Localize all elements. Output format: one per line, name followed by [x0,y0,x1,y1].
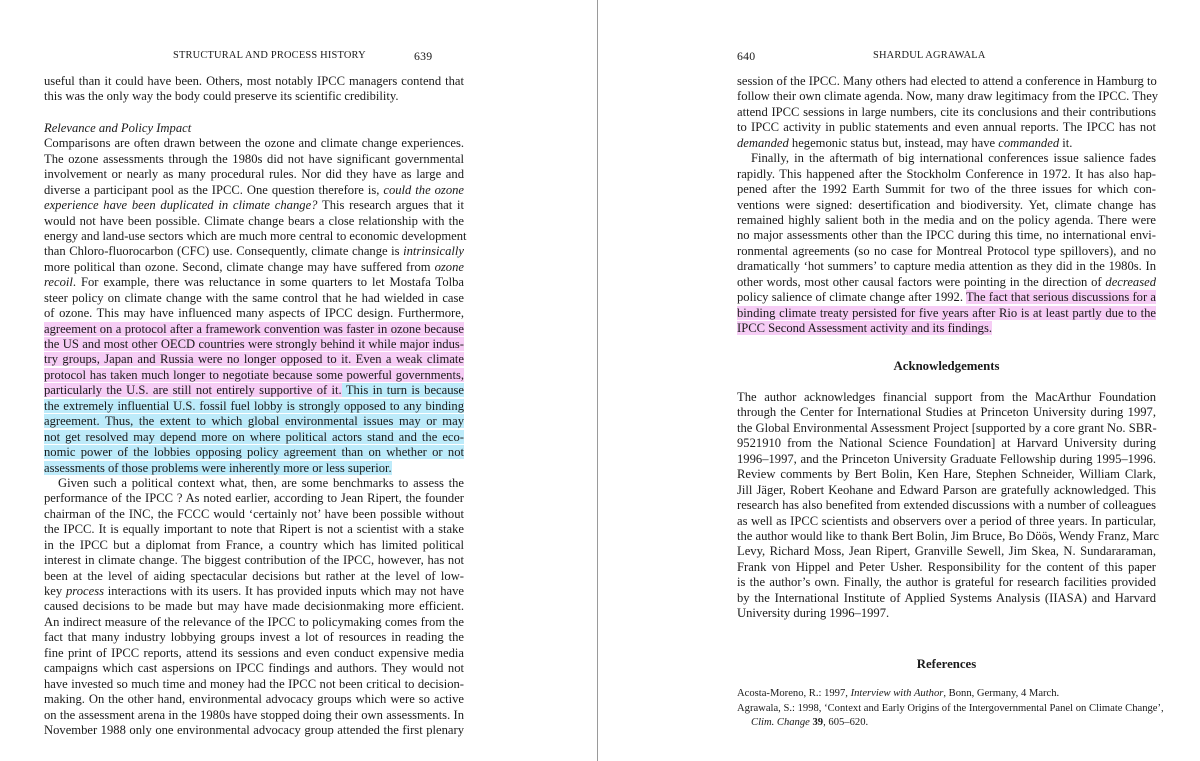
text-line: 9521910 from the National Science Foundation] at Harvard University during [737,436,1156,451]
text-line: this was the only way the body could preserve its scientific credibility. [44,89,399,104]
text-line: useful than it could have been. Others, most notably IPCC managers contend that [44,74,464,88]
text-line: Review comments by Bert Bolin, Ken Hare, Stephen Schneider, William Clark, [737,467,1156,482]
text-line: Comparisons are often drawn between the ozone and climate change experiences. [44,136,464,151]
text-line: to IPCC activity in public statements and even annual reports. The IPCC has not [737,120,1156,135]
text-line: session of the IPCC. Many others had elected to attend a conference in Hamburg to [737,74,1157,88]
text-line: been at the level of aiding spectacular decisions but rather at the level of low- [44,568,464,583]
text-line: by the International Institute of Applied Systems Analysis (IIASA) and Harvard [737,590,1156,605]
text-line: research has also benefited from extended discussions with a number of colleagues [737,498,1156,513]
text-line: than Chloro-fluorocarbon (CFC) use. Consequently, climate change is intrinsically [44,244,464,259]
text-line: interest in climate change. The biggest contribution of the IPCC, however, has not [44,553,464,568]
text-line: Finally, in the aftermath of big international conferences issue salience fades [751,151,1156,166]
text-line: diverse a participant pool as the IPCC. One question therefore is, could the ozone [44,182,465,197]
text-line: The ozone assessments through the 1980s did not have significant governmental [44,151,464,166]
text-line: more political than ozone. Second, climate change may have suffered from ozone [44,259,464,274]
text-line: Jill Jäger, Robert Keohane and Edward Parson are gratefully acknowledged. This [737,482,1156,497]
text-line: November 1988 only one environmental advocacy group attended the first plenary [44,722,464,737]
highlighted-text-pink: agreement on a protocol after a framework convention was faster in ozone because [44,321,464,336]
text-line: dramatically ‘hot summers’ to capture media attention as they did in the 1980s. In [737,259,1156,274]
text-line: campaigns which cast aspersions on IPCC findings and authors. They would not [44,661,464,676]
text-line: the IPCC. It is equally important to note that Ripert is not a scientist with a stake [44,522,464,537]
left-page [44,0,467,761]
text-line: is the author’s own. Finally, the author is grateful for research facilities provided [737,575,1156,590]
highlighted-text-blue: assessments of those problems were inherently more or less superior. [44,460,392,475]
page-gutter-divider [597,0,598,761]
text-line: Levy, Richard Moss, Jean Ripert, Granville Sewell, Jim Skea, N. Sundararaman, [737,544,1156,559]
highlighted-text-blue: This in turn is because [341,383,464,398]
text-line: demanded hegemonic status but, instead, may have commanded it. [737,135,1073,150]
acknowledgements-body [737,390,1159,622]
text-line: steer policy on climate change with the same control that he had wielded in case [44,290,464,305]
text-line: other words, most other causal factors were pointing in the direction of decreased [737,274,1156,289]
left-body [44,74,467,738]
text-line: Given such a political context what, then, are some benchmarks to assess the [58,475,464,490]
right-body [737,74,1159,336]
text-line: policy salience of climate change after 1992. The fact that serious discussions for a [737,290,1156,305]
text-line: on the assessment arena in the 1980s have stopped doing their own assessments. In [44,707,464,722]
text-line: fine print of IPCC reports, attend its sessions and even conduct expensive media [44,645,464,660]
highlighted-text-pink: protocol has taken much longer to negotiate because some powerful governments, [44,367,464,382]
text-line: experience have been duplicated in climate change? This research argues that it [44,198,464,213]
section-heading: Relevance and Policy Impact [44,120,192,135]
highlighted-text-pink: binding climate treaty persisted for five years after Rio is at least partly due to the [737,305,1156,320]
text-line: The author acknowledges financial support from the MacArthur Foundation [737,390,1156,404]
reference-entry: Acosta-Moreno, R.: 1997, Interview with Author, Bonn, Germany, 4 March. [737,688,1060,699]
text-line: attend IPCC sessions in large numbers, cite its conclusions and their contributions [737,104,1156,119]
references-list [737,687,1164,731]
text-line: as well as IPCC scientists and observers over a period of three years. In particular, [737,513,1156,528]
text-line: have invested so much time and money had the IPCC not been critical to decision- [44,676,464,691]
text-line: fact that many industry lobbying groups invest a lot of resources in reading the [44,630,464,645]
text-line: pened after the 1992 Earth Summit for two of the three issues for which con- [737,182,1156,197]
text-line: in the IPCC but a diplomat from France, a country which has limited political [44,537,464,552]
text-line: University during 1996–1997. [737,606,890,621]
acknowledgements-heading: Acknowledgements [893,359,1000,373]
text-line: through the Center for International Studies at Princeton University during 1997, [737,405,1156,420]
highlighted-text-pink: try groups, Japan and Russia were no longer opposed to it. Even a weak climate [44,352,464,367]
text-line: energy and land-use sectors which are much more central to economic development [44,228,467,243]
text-line: performance of the IPCC ? As noted earlier, according to Jean Ripert, the founder [44,491,464,506]
highlighted-text-blue: nomic power of the lobbies opposing policy agreement than on whether or not [44,445,464,460]
highlighted-text-pink: the US and most other OECD countries were strongly behind it while major indus- [44,337,464,351]
text-line: chairman of the INC, the FCCC would ‘certainly not’ have been possible without [44,506,464,521]
highlighted-text-pink: The fact that serious discussions for a [965,290,1156,305]
text-line: remained highly salient both in the media and on the policy agenda. There were [737,212,1156,227]
text-line: follow their own climate agenda. Now, many draw legitimacy from the IPCC. They [737,89,1159,104]
text-line: recoil. For example, there was reluctance in some quarters to let Mostafa Tolba [44,275,464,290]
reference-entry: Agrawala, S.: 1998, ‘Context and Early Origins of the Intergovernmental Panel on Climate Change’, [737,702,1164,714]
text-line: caused decisions to be made but may have made decisionmaking more efficient. [44,599,464,614]
highlighted-text-blue: the extremely influential U.S. fossil fuel lobby is strongly opposed to any binding [44,398,464,413]
highlighted-text-pink: IPCC Second Assessment activity and its findings. [737,321,993,335]
text-line: An indirect measure of the relevance of the IPCC to policymaking comes from the [44,614,464,629]
highlighted-text-blue: agreement. Thus, the extent to which global environmental issues may or may [44,414,464,429]
text-line: key process interactions with its users. It has provided inputs which may not have [44,584,464,598]
right-running-head-title: SHARDUL AGRAWALA [873,50,986,61]
text-line: the author would like to thank Bert Bolin, Jim Bruce, Bo Döös, Wendy Franz, Marc [737,528,1159,543]
right-page-number: 640 [737,49,756,63]
text-line: Frank von Hippel and Peter Usher. Responsibility for the content of this paper [737,559,1156,574]
text-line: making. On the other hand, environmental advocacy groups which were so active [44,692,464,707]
right-running-head [737,50,1156,64]
highlighted-text-blue: not get resolved may depend more on where political actors stand and the eco- [44,429,464,444]
left-running-head-title: STRUCTURAL AND PROCESS HISTORY [173,50,366,61]
text-line: the Global Environmental Assessment Project [supported by a core grant No. SBR- [737,420,1157,435]
highlighted-text-pink: particularly the U.S. are still not entirely supportive of it. [44,383,342,398]
text-line: no major assessments other than the IPCC during this time, no international envi- [737,228,1156,243]
right-page [737,0,1164,761]
text-line: rapidly. This happened after the Stockholm Conference in 1972. It has also hap- [737,166,1156,181]
text-line: ventions were signed: desertification and biodiversity. Yet, climate change has [737,197,1156,212]
text-line: involvement or nearly as many procedural rules. Nor did they have as large and [44,167,464,182]
left-page-number: 639 [414,49,433,63]
text-line: would not have been possible. Climate change bears a close relationship with the [44,213,464,228]
reference-entry-continuation: Clim. Change 39, 605–620. [751,717,869,728]
left-running-head [44,50,464,64]
text-line: of ozone. This may have influenced many aspects of IPCC design. Furthermore, [44,306,464,321]
text-line: ronmental agreements (so no case for Montreal Protocol type spillovers), and no [737,243,1156,258]
references-heading: References [916,657,977,671]
text-line: 1996–1997, and the Princeton University Graduate Fellowship during 1995–1996. [737,451,1156,466]
